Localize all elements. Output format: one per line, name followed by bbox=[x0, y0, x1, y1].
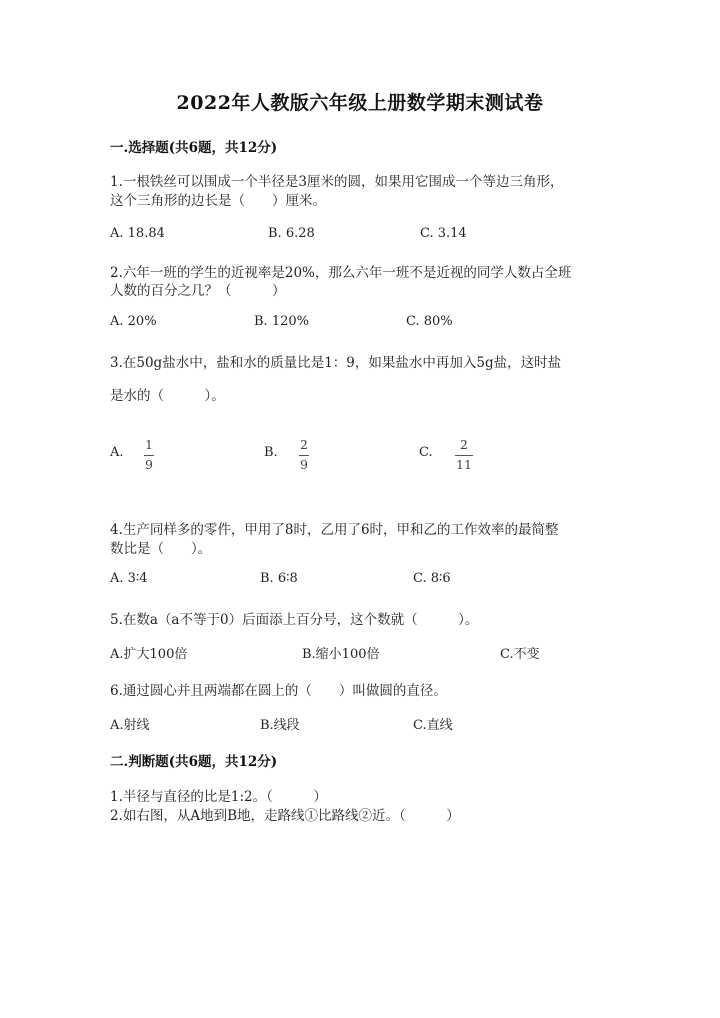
question-6-option-b: B.线段 bbox=[260, 718, 300, 733]
fraction-bar bbox=[299, 455, 309, 456]
fraction-numerator: 1 bbox=[145, 437, 153, 452]
fraction-bar bbox=[455, 455, 473, 456]
question-5-option-a: A.扩大100倍 bbox=[110, 647, 188, 662]
question-4-line-2: 数比是（ ）。 bbox=[110, 541, 212, 557]
question-6-option-c: C.直线 bbox=[413, 718, 453, 733]
question-3-option-a: A. bbox=[110, 445, 124, 460]
page-title: 2022年人教版六年级上册数学期末测试卷 bbox=[176, 92, 544, 114]
section-heading-judgement: 二.判断题(共6题，共12分) bbox=[110, 754, 278, 770]
fraction-denominator: 11 bbox=[456, 456, 472, 472]
question-1-option-c: C. 3.14 bbox=[420, 226, 467, 241]
question-2-line-1: 2.六年一班的学生的近视率是20%，那么六年一班不是近视的同学人数占全班 bbox=[110, 265, 572, 281]
question-1-line-1: 1.一根铁丝可以围成一个半径是3厘米的圆，如果用它围成一个等边三角形， bbox=[110, 174, 564, 190]
question-3-line-2: 是水的（ ）。 bbox=[110, 388, 225, 404]
question-2-line-2: 人数的百分之几？（ ） bbox=[110, 283, 286, 299]
question-5-option-b: B.缩小100倍 bbox=[302, 647, 380, 662]
question-4-option-c: C. 8∶6 bbox=[413, 571, 451, 586]
question-4-option-a: A. 3∶4 bbox=[110, 571, 148, 586]
question-6-line-1: 6.通过圆心并且两端都在圆上的（ ）叫做圆的直径。 bbox=[110, 683, 447, 699]
question-3-fraction-a bbox=[144, 439, 154, 471]
fraction-bar bbox=[144, 455, 154, 456]
fraction-denominator: 9 bbox=[300, 456, 308, 472]
question-5-line-1: 5.在数a（a不等于0）后面添上百分号，这个数就（ ）。 bbox=[110, 612, 479, 628]
fraction-numerator: 2 bbox=[459, 437, 468, 452]
question-3-option-b: B. bbox=[264, 445, 278, 460]
judgement-item-2: 2.如右图，从A地到B地，走路线①比路线②近。（ ） bbox=[110, 808, 460, 824]
judgement-item-1: 1.半径与直径的比是1:2。（ ） bbox=[110, 789, 327, 805]
question-2-option-a: A. 20% bbox=[110, 314, 157, 329]
question-3-fraction-c bbox=[455, 439, 473, 471]
question-1-option-a: A. 18.84 bbox=[110, 226, 165, 241]
question-5-option-c: C.不变 bbox=[500, 647, 540, 662]
section-heading-choice: 一.选择题(共6题，共12分) bbox=[110, 140, 278, 156]
question-6-option-a: A.射线 bbox=[110, 718, 150, 733]
question-2-option-b: B. 120% bbox=[254, 314, 309, 329]
question-1-line-2: 这个三角形的边长是（ ）厘米。 bbox=[110, 193, 326, 209]
question-3-option-c: C. bbox=[419, 445, 433, 460]
question-4-option-b: B. 6∶8 bbox=[260, 571, 298, 586]
question-1-option-b: B. 6.28 bbox=[268, 226, 315, 241]
fraction-numerator: 2 bbox=[300, 437, 308, 452]
question-4-line-1: 4.生产同样多的零件，甲用了8时，乙用了6时，甲和乙的工作效率的最简整 bbox=[110, 522, 559, 538]
question-3-line-1: 3.在50g盐水中，盐和水的质量比是1：9，如果盐水中再加入5g盐，这时盐 bbox=[110, 355, 562, 371]
fraction-denominator: 9 bbox=[145, 456, 153, 472]
question-3-fraction-b bbox=[299, 439, 309, 471]
question-2-option-c: C. 80% bbox=[406, 314, 453, 329]
